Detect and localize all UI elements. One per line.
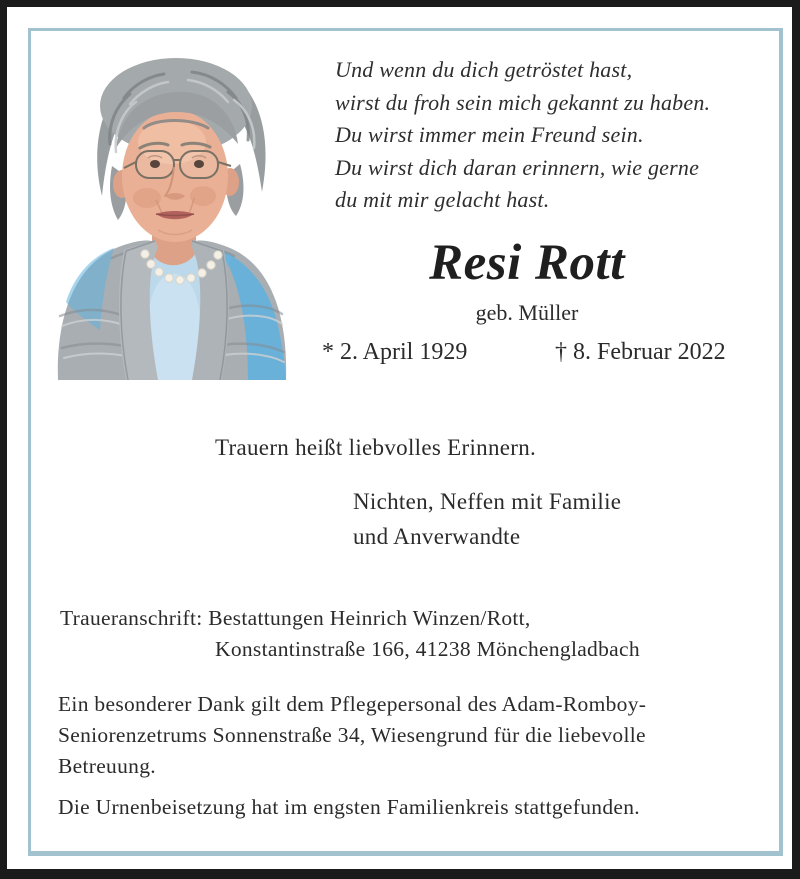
address-line-2: Konstantinstraße 166, 41238 Mönchengladbach [215,637,640,661]
poem-line: Und wenn du dich getröstet hast, [335,57,633,82]
burial-note: Die Urnenbeisetzung hat im engsten Familienkreis stattgefunden. [58,795,640,819]
address-line-1: Traueranschrift: Bestattungen Heinrich Winzen/Rott, [60,606,531,630]
portrait-photo [52,48,292,380]
poem [335,54,710,217]
poem-line: Du wirst dich daran erinnern, wie gerne [335,154,700,180]
deceased-name: Resi Rott [429,235,625,291]
poem-line: du mit mir gelacht hast. [335,187,550,212]
poem-line: Du wirst immer mein Freund sein. [335,122,644,147]
mourners [353,484,621,554]
poem-line: wirst du froh sein mich gekannt zu haben. [335,89,711,115]
thanks-paragraph [58,689,646,782]
mourners-line: und Anverwandte [353,524,521,549]
epigraph: Trauern heißt liebvolles Erinnern. [215,435,537,460]
birth-name: geb. Müller [475,300,579,325]
thanks-line: Ein besonderer Dank gilt dem Pflegepersonal des Adam-Romboy- [58,692,647,716]
name-block [327,233,727,293]
birth-date: * 2. April 1929 [322,339,468,365]
thanks-line: Seniorenzetrums Sonnenstraße 34, Wiesengrund für die liebevolle [58,723,646,747]
death-date: † 8. Februar 2022 [555,339,726,365]
mourners-line: Nichten, Neffen mit Familie [353,489,622,514]
thanks-line: Betreuung. [58,754,156,778]
